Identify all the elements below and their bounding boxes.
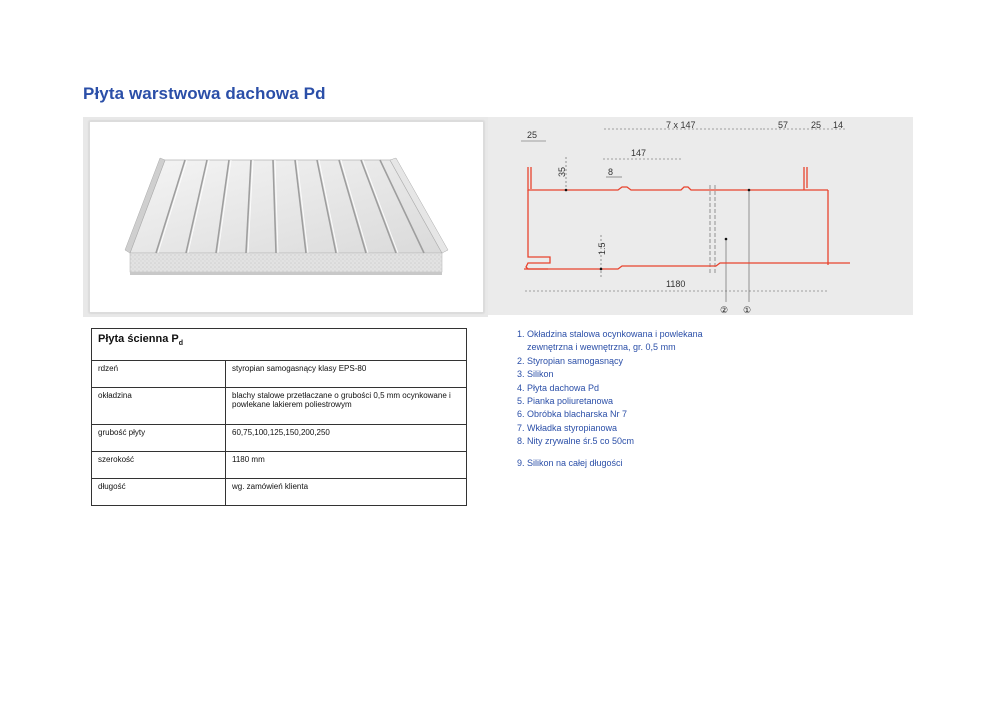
legend-list bbox=[517, 328, 703, 470]
legend-item: zewnętrzna i wewnętrzna, gr. 0,5 mm bbox=[527, 342, 676, 353]
product-photo-panel bbox=[83, 117, 488, 317]
page-title: Płyta warstwowa dachowa Pd bbox=[83, 84, 326, 103]
dim-1180: 1180 bbox=[666, 279, 686, 289]
legend-item: 3. Silikon bbox=[517, 369, 554, 380]
legend-item: 6. Obróbka blacharska Nr 7 bbox=[517, 409, 628, 420]
row-label: grubość płyty bbox=[92, 425, 226, 452]
legend-item: 5. Pianka poliuretanowa bbox=[517, 396, 614, 407]
row-label: rdzeń bbox=[92, 361, 226, 388]
table-row bbox=[92, 361, 467, 388]
spec-table bbox=[91, 328, 467, 506]
row-value: blachy stalowe przetłaczane o grubości 0,5 mm ocynkowane i powlekane lakierem poliestrowym bbox=[226, 388, 467, 425]
row-label: okładzina bbox=[92, 388, 226, 425]
legend-item: 8. Nity zrywalne śr.5 co 50cm bbox=[517, 436, 635, 447]
table-header bbox=[92, 329, 467, 361]
row-value: wg. zamówień klienta bbox=[226, 479, 467, 506]
product-photo bbox=[89, 121, 484, 313]
row-label: szerokość bbox=[92, 452, 226, 479]
row-value: 1180 mm bbox=[226, 452, 467, 479]
table-header-main: Płyta ścienna P bbox=[98, 333, 179, 345]
legend-item: 1. Okładzina stalowa ocynkowana i powlekana bbox=[517, 329, 703, 339]
legend-item: 7. Wkładka styropianowa bbox=[517, 422, 618, 433]
dim-147: 147 bbox=[631, 148, 647, 158]
legend-item: 9. Silikon na całej długości bbox=[517, 457, 623, 468]
row-label: długość bbox=[92, 479, 226, 506]
callout-2: ② bbox=[720, 305, 729, 315]
legend-item: 4. Płyta dachowa Pd bbox=[517, 382, 600, 393]
dim-35: 35 bbox=[557, 166, 567, 177]
table-row bbox=[92, 388, 467, 425]
table-row bbox=[92, 479, 467, 506]
sandwich-panel-illustration bbox=[90, 122, 483, 312]
table-row bbox=[92, 452, 467, 479]
table-row bbox=[92, 425, 467, 452]
dim-25-left: 25 bbox=[527, 130, 538, 140]
dim-8: 8 bbox=[608, 167, 614, 177]
dim-14: 14 bbox=[833, 120, 844, 130]
table-header-sub: d bbox=[178, 340, 183, 348]
table-header-row bbox=[92, 329, 467, 361]
legend-item: 2. Styropian samogasnący bbox=[517, 355, 624, 366]
cross-section-drawing bbox=[488, 117, 913, 315]
technical-drawing-panel bbox=[488, 117, 913, 315]
dim-25-right: 25 bbox=[811, 120, 822, 130]
callout-1: ① bbox=[743, 305, 752, 315]
dim-1-5: 1.5 bbox=[597, 242, 607, 255]
dim-57: 57 bbox=[778, 120, 789, 130]
row-value: styropian samogasnący klasy EPS-80 bbox=[226, 361, 467, 388]
row-value: 60,75,100,125,150,200,250 bbox=[226, 425, 467, 452]
dim-7x147: 7 x 147 bbox=[666, 120, 696, 130]
